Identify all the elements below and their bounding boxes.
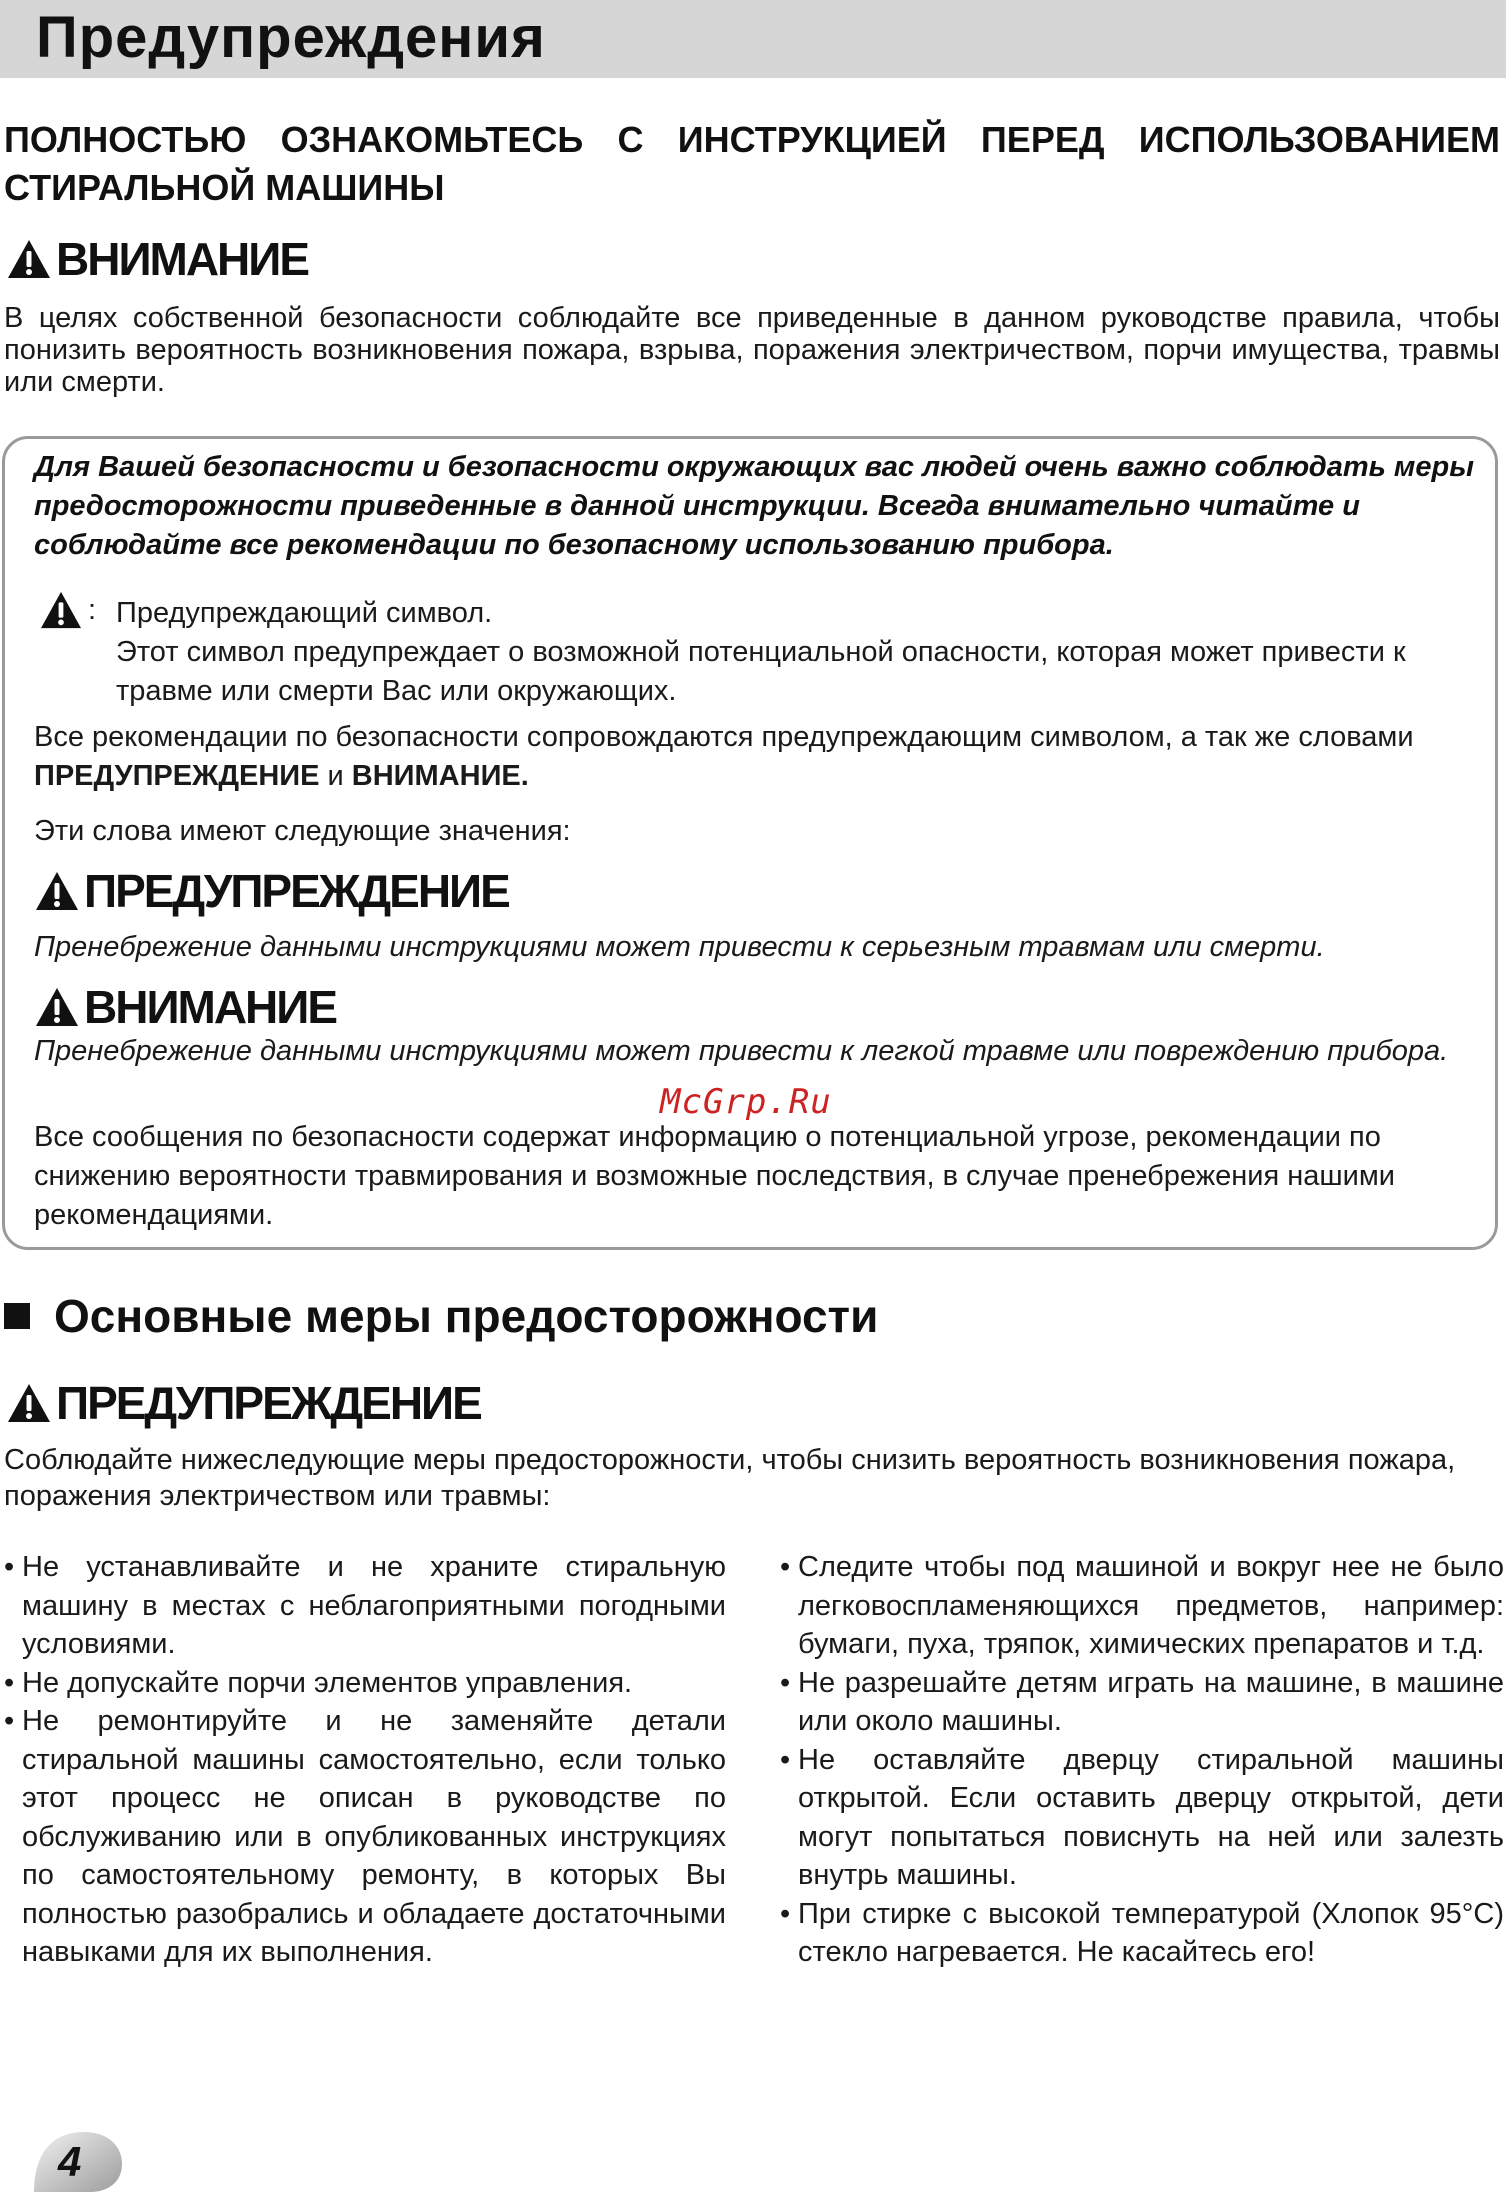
black-square-icon bbox=[4, 1303, 30, 1329]
box-warning-text: Пренебрежение данными инструкциями может привести к серьезным травмам или смерти. bbox=[34, 931, 1325, 963]
list-item: • Не разрешайте детям играть на машине, в машине или около машины. bbox=[780, 1664, 1504, 1741]
symbol-colon: : bbox=[88, 594, 97, 626]
warning-triangle-icon bbox=[6, 238, 52, 280]
bullet: • bbox=[780, 1666, 791, 1699]
notice-lead-text: Для Вашей безопасности и безопасности окружающих вас людей очень важно соблюдать меры предосторожности приведенные в данной инструкции. Всегда внимательно читайте и соблюдайте все рекомендации по безопасному использованию прибора. bbox=[34, 451, 1474, 561]
precautions-right-column bbox=[780, 1548, 1504, 1972]
recommendation-text bbox=[34, 718, 1464, 796]
section-title: Основные меры предосторожности bbox=[54, 1290, 879, 1342]
symbol-legend-text bbox=[116, 594, 1416, 711]
bullet: • bbox=[4, 1551, 15, 1583]
box-caution-heading bbox=[34, 980, 336, 1034]
intro-caution-text: В целях собственной безопасности соблюдайте все приведенные в данном руководстве правила, чтобы понизить вероятность возникновения пожара, взрыва, поражения электричеством, порчи имущества, травмы или смерти. bbox=[4, 302, 1500, 398]
warning-triangle-icon bbox=[6, 1382, 52, 1424]
precautions-left-column bbox=[4, 1548, 726, 1972]
bullet: • bbox=[780, 1743, 791, 1776]
symbol-description: Этот символ предупреждает о возможной потенциальной опасности, которая может привести к травме или смерти Вас или окружающих. bbox=[116, 636, 1406, 707]
list-item: • Не оставляйте дверцу стиральной машины открытой. Если оставить дверцу открытой, дети могут попытаться повиснуть на ней или залезть внутрь машины. bbox=[780, 1741, 1504, 1895]
section-heading bbox=[4, 1288, 878, 1344]
page-number: 4 bbox=[58, 2138, 82, 2185]
list-item: • Не ремонтируйте и не заменяйте детали стиральной машины самостоятельно, если только этот процесс не описан в руководстве по обслуживанию или в опубликованных инструкциях по самостоятельному ремонту, в которых Вы полностью разобрались и обладаете достаточными навыками для их выполнения. bbox=[4, 1702, 726, 1972]
warning-triangle-icon bbox=[38, 590, 84, 630]
meanings-intro: Эти слова имеют следующие значения: bbox=[34, 815, 571, 847]
symbol-title: Предупреждающий символ. bbox=[116, 597, 493, 629]
section-warning-heading bbox=[6, 1376, 481, 1430]
list-item: • При стирке с высокой температурой (Хлопок 95°C) стекло нагревается. Не касайтесь его! bbox=[780, 1895, 1504, 1972]
watermark: McGrp.Ru bbox=[660, 1082, 832, 1122]
bullet: • bbox=[4, 1666, 15, 1699]
warning-triangle-icon bbox=[34, 986, 80, 1028]
list-item: • Следите чтобы под машиной и вокруг нее не было легковоспламеняющихся предметов, например: бумаги, пуха, тряпок, химических препаратов и т.д. bbox=[780, 1548, 1504, 1664]
warning-symbol-legend bbox=[38, 588, 1438, 708]
list-item: • Не устанавливайте и не храните стиральную машину в местах с неблагоприятными погодными условиями. bbox=[4, 1548, 726, 1664]
bullet: • bbox=[4, 1705, 15, 1737]
recommendation-text-1: Все рекомендации по безопасности сопровождаются предупреждающим символом, а так же словами bbox=[34, 721, 1414, 753]
warning-triangle-icon bbox=[34, 870, 80, 912]
recommendation-and: и bbox=[327, 760, 344, 792]
page-title: Предупреждения bbox=[36, 5, 546, 70]
intro-caution-label: ВНИМАНИЕ bbox=[56, 233, 309, 285]
box-warning-heading bbox=[34, 864, 509, 918]
intro-caution-heading bbox=[6, 232, 308, 286]
bullet: • bbox=[780, 1551, 791, 1583]
list-item: • Не допускайте порчи элементов управления. bbox=[4, 1664, 726, 1703]
section-warning-label: ПРЕДУПРЕЖДЕНИЕ bbox=[56, 1377, 481, 1429]
box-caution-label: ВНИМАНИЕ bbox=[84, 981, 337, 1033]
box-caution-text: Пренебрежение данными инструкциями может привести к легкой травме или повреждению прибора. bbox=[34, 1035, 1449, 1067]
intro-heading: ПОЛНОСТЬЮ ОЗНАКОМЬТЕСЬ С ИНСТРУКЦИЕЙ ПЕРЕД ИСПОЛЬЗОВАНИЕМ СТИРАЛЬНОЙ МАШИНЫ bbox=[4, 119, 1500, 208]
box-warning-label: ПРЕДУПРЕЖДЕНИЕ bbox=[84, 865, 509, 917]
bullet: • bbox=[780, 1897, 791, 1930]
closing-text: Все сообщения по безопасности содержат информацию о потенциальной угрозе, рекомендации по снижению вероятности травмирования и возможные последствия, в случае пренебрежения нашими рекомендациями. bbox=[34, 1121, 1395, 1231]
section-warning-text: Соблюдайте нижеследующие меры предосторожности, чтобы снизить вероятность возникновения пожара, поражения электричеством или травмы: bbox=[4, 1444, 1456, 1512]
recommendation-word-warning: ПРЕДУПРЕЖДЕНИЕ bbox=[34, 760, 320, 792]
recommendation-word-caution: ВНИМАНИЕ. bbox=[351, 760, 529, 792]
